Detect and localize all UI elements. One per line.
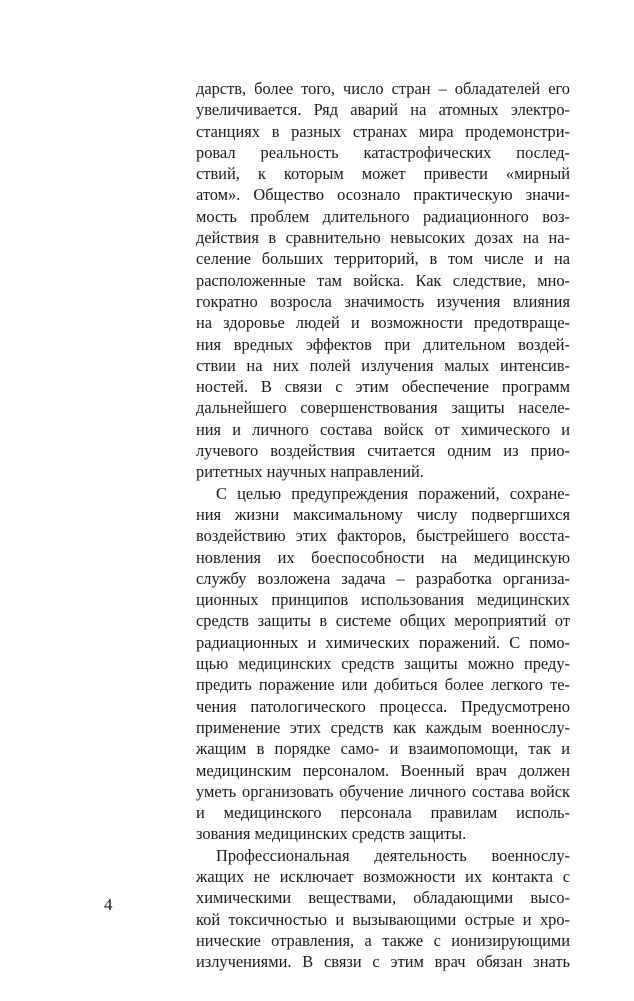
text-line: ствии на них полей излучения малых интенсив- xyxy=(196,355,570,375)
text-line: гократно возросла значимость изучения влияния xyxy=(196,291,570,311)
body-text xyxy=(196,78,570,972)
text-line: ностей. В связи с этим обеспечение программ xyxy=(196,377,570,397)
text-line: ровал реальность катастрофических послед- xyxy=(196,142,570,162)
text-line: ния и личного состава войск от химического и xyxy=(196,419,570,439)
text-line: мость проблем длительного радиационного воз- xyxy=(196,206,570,226)
text-line: и медицинского персонала правилам исполь- xyxy=(196,803,570,823)
text-line: кой токсичностью и вызывающими острые и хро- xyxy=(196,909,570,929)
paragraph xyxy=(196,483,570,845)
text-line: жащих не исключает возможности их контакта с xyxy=(196,866,570,886)
text-line: ствий, к которым может привести «мирный xyxy=(196,164,570,184)
text-line: ния жизни максимальному числу подвергшихся xyxy=(196,504,570,524)
page-number: 4 xyxy=(104,895,113,914)
paragraph xyxy=(196,845,570,973)
text-line: ритетных научных направлений. xyxy=(196,462,424,482)
text-line: селение больших территорий, в том числе и на xyxy=(196,249,570,269)
text-line: радиационных и химических поражений. С помо- xyxy=(196,632,570,652)
text-line: действия в сравнительно невысоких дозах на на- xyxy=(196,228,570,248)
text-line: средств защиты в системе общих мероприятий от xyxy=(196,611,570,631)
text-line: чения патологического процесса. Предусмотрено xyxy=(196,696,570,716)
text-line: увеличивается. Ряд аварий на атомных электро- xyxy=(196,100,570,120)
text-line: щью медицинских средств защиты можно преду- xyxy=(196,654,570,674)
text-line: Профессиональная деятельность военнослу- xyxy=(216,845,570,865)
text-line: на здоровье людей и возможности предотвраще- xyxy=(196,313,570,333)
text-line: атом». Общество осознало практическую значи- xyxy=(196,185,570,205)
text-line: жащим в порядке само- и взаимопомощи, так и xyxy=(196,739,570,759)
text-line: дарств, более того, число стран – обладателей его xyxy=(196,79,570,98)
text-line: нические отравления, а также с ионизирующими xyxy=(196,930,570,950)
text-line: медицинским персоналом. Военный врач должен xyxy=(196,760,570,780)
text-line: расположенные там войска. Как следствие, мно- xyxy=(196,270,570,290)
text-line: предить поражение или добиться более легкого те- xyxy=(196,675,570,695)
text-line: лучевого воздействия считается одним из прио- xyxy=(196,441,570,461)
text-line: зования медицинских средств защиты. xyxy=(196,824,467,844)
text-line: воздействию этих факторов, быстрейшего восста- xyxy=(196,526,570,546)
text-line: дальнейшего совершенствования защиты населе- xyxy=(196,398,570,418)
text-line: ционных принципов использования медицинских xyxy=(196,590,570,610)
text-line: применение этих средств как каждым военнослу- xyxy=(196,717,570,737)
text-line: станциях в разных странах мира продемонстри- xyxy=(196,121,570,141)
text-line: службу возложена задача – разработка организа- xyxy=(196,568,570,588)
text-line: С целью предупреждения поражений, сохране- xyxy=(216,483,570,503)
text-line: новления их боеспособности на медицинскую xyxy=(196,547,570,567)
paragraph xyxy=(196,78,570,483)
text-line: ния вредных эффектов при длительном воздей- xyxy=(196,334,570,354)
text-line: излучениями. В связи с этим врач обязан знать xyxy=(196,952,570,972)
text-line: химическими веществами, обладающими высо- xyxy=(196,888,570,908)
text-line: уметь организовать обучение личного состава войск xyxy=(196,781,570,801)
